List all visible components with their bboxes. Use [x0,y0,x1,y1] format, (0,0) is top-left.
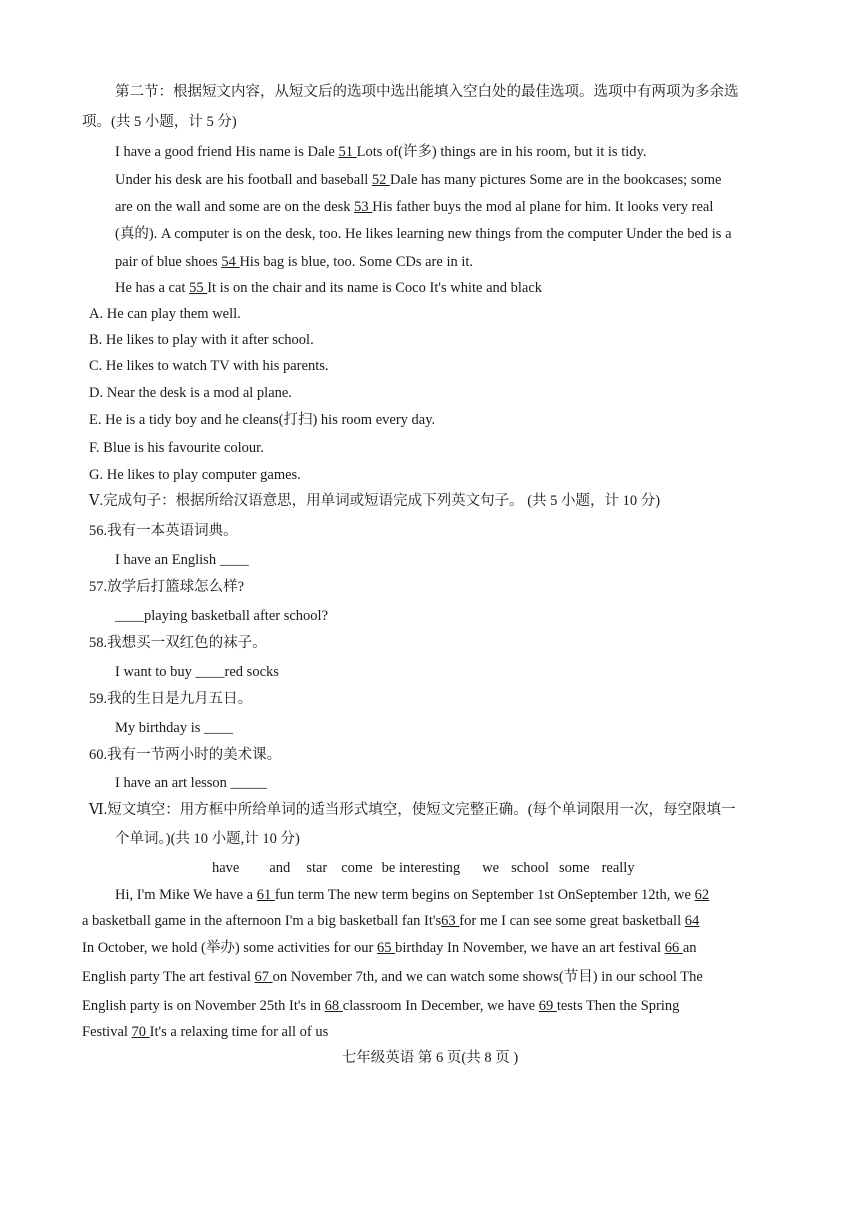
option-c: C. He likes to watch TV with his parents. [89,358,329,374]
blank-64: 64 [684,913,700,929]
blank-69: 69 [538,998,557,1014]
blank-68: 68 [324,998,343,1014]
text-line-4: English party The art festival 67 on November 7th, and we can watch some shows(节目) in our school The [82,969,703,985]
section2-heading-line2: 项。(共 5 小题，计 5 分) [82,114,237,130]
section6-heading-line2: 个单词。)(共 10 小题,计 10 分) [115,831,300,847]
question-59-cn: 59.我的生日是九月五日。 [89,691,253,707]
blank-55: 55 [189,280,208,296]
word: really [601,860,635,876]
question-59-en: My birthday is ____ [115,720,234,736]
blank-61: 61 [256,887,275,903]
page-footer: 七年级英语 第 6 页(共 8 页 ) [341,1050,519,1066]
word: some [558,860,590,876]
question-58-en: I want to buy ____red socks [115,664,279,680]
option-e: E. He is a tidy boy and he cleans(打扫) his room every day. [89,412,436,428]
section2-heading-line1: 第二节：根据短文内容，从短文后的选项中选出能填入空白处的最佳选项。选项中有两项为多余选 [115,84,739,100]
word-box [212,858,635,878]
text-line-1: Hi, I'm Mike We have a 61 fun term The new term begins on September 1st OnSeptember 12th, we 62 [115,887,710,903]
passage-line-5: pair of blue shoes 54 His bag is blue, too. Some CDs are in it. [115,254,474,270]
word: come [341,860,373,876]
option-d: D. Near the desk is a mod al plane. [89,385,292,401]
blank-51: 51 [338,144,357,160]
word: and [269,860,291,876]
blank-65: 65 [376,940,396,956]
blank-54: 54 [221,254,240,270]
blank-70: 70 [131,1024,150,1040]
option-b: B. He likes to play with it after school. [89,332,314,348]
blank-63: 63 [441,913,460,929]
blank-67: 67 [254,969,273,985]
passage-line-1: I have a good friend His name is Dale 51 Lots of(许多) things are in his room, but it is tidy. [115,144,647,160]
question-57-cn: 57.放学后打篮球怎么样? [89,579,245,595]
blank-66: 66 [664,940,683,956]
word: we [482,860,500,876]
word: school [511,860,549,876]
section6-heading-line1: Ⅵ.短文填空：用方框中所给单词的适当形式填空，使短文完整正确。(每个单词限用一次，每空限填一 [89,802,736,818]
blank-52: 52 [371,172,391,188]
word: be interesting [381,860,461,876]
question-56-cn: 56.我有一本英语词典。 [89,523,238,539]
word: have [212,860,240,876]
passage-line-2: Under his desk are his football and baseball 52 Dale has many pictures Some are in the bookcases; some [115,172,722,188]
question-60-en: I have an art lesson _____ [115,775,267,791]
text-line-5: English party is on November 25th It's in 68 classroom In December, we have 69 tests Then the Spring [82,998,680,1014]
text-line-3: In October, we hold (举办) some activities for our 65 birthday In November, we have an art festival 66 an [82,940,697,956]
passage-line-3: are on the wall and some are on the desk 53 His father buys the mod al plane for him. It looks very real [115,199,714,215]
passage-line-6: He has a cat 55 It is on the chair and its name is Coco It's white and black [115,280,543,296]
question-57-en: ____playing basketball after school? [115,608,329,624]
option-a: A. He can play them well. [89,306,241,322]
option-f: F. Blue is his favourite colour. [89,440,264,456]
text-line-6: Festival 70 It's a relaxing time for all of us [82,1024,329,1040]
option-g: G. He likes to play computer games. [89,467,301,483]
blank-53: 53 [354,199,373,215]
question-60-cn: 60.我有一节两小时的美术课。 [89,747,282,763]
word: star [306,860,328,876]
section5-heading: Ⅴ.完成句子：根据所给汉语意思，用单词或短语完成下列英文句子。 (共 5 小题，计 10 分) [89,493,661,509]
passage-line-4: (真的). A computer is on the desk, too. He likes learning new things from the computer Under the bed is a [115,226,732,242]
blank-62: 62 [694,887,710,903]
question-58-cn: 58.我想买一双红色的袜子。 [89,635,267,651]
question-56-en: I have an English ____ [115,552,249,568]
text-line-2: a basketball game in the afternoon I'm a big basketball fan It's63 for me I can see some great basketball 64 [82,913,700,929]
